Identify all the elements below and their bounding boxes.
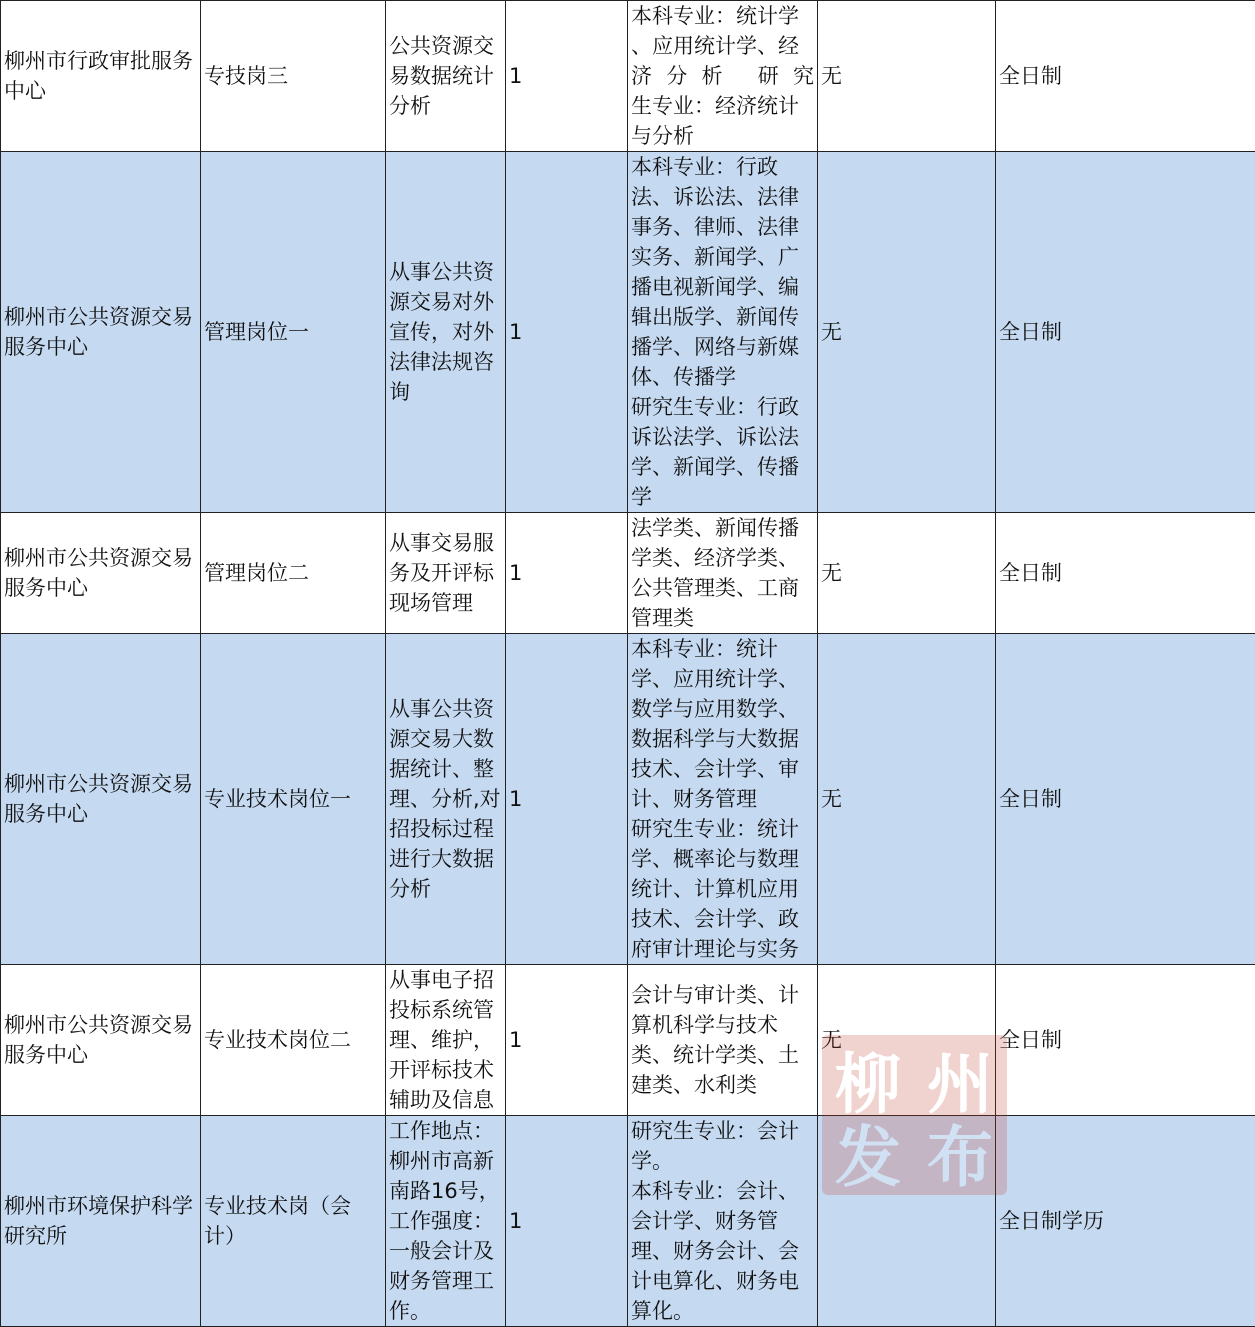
other-cell: 无: [818, 634, 996, 965]
duty-cell: 从事公共资源交易大数据统计、整理、分析,对招投标过程进行大数据分析: [386, 634, 506, 965]
other-cell: 无: [818, 152, 996, 513]
duty-cell: 从事电子招投标系统管理、维护，开评标技术辅助及信息: [386, 965, 506, 1116]
study-cell: 全日制学历: [996, 1116, 1255, 1327]
study-cell: 全日制: [996, 1, 1255, 152]
table-row: [1, 152, 1255, 513]
svg-text:柳: 柳: [835, 1045, 901, 1123]
major-cell: 本科专业：统计学、应用统计学、数学与应用数学、数据科学与大数据技术、会计学、审计、财务管理 研究生专业：统计学、概率论与数理统计、计算机应用技术、会计学、政府审计理论与实务: [628, 634, 818, 965]
svg-text:布: 布: [927, 1118, 993, 1195]
table-row: [1, 634, 1255, 965]
study-cell: 全日制: [996, 634, 1255, 965]
count-cell: 1: [506, 1116, 628, 1327]
study-cell: 全日制: [996, 965, 1255, 1116]
svg-text:州: 州: [927, 1045, 993, 1123]
table-row: [1, 1, 1255, 152]
post-cell: 专业技术岗位一: [201, 634, 386, 965]
post-cell: 管理岗位二: [201, 513, 386, 634]
other-cell: 无: [818, 965, 996, 1116]
svg-text:发: 发: [835, 1118, 901, 1195]
other-cell: [818, 1116, 996, 1327]
duty-cell: 公共资源交易数据统计分析: [386, 1, 506, 152]
other-cell: 无: [818, 1, 996, 152]
unit-cell: 柳州市公共资源交易服务中心: [1, 152, 201, 513]
table-row: [1, 1116, 1255, 1327]
post-cell: 专业技术岗位二: [201, 965, 386, 1116]
unit-cell: 柳州市环境保护科学研究所: [1, 1116, 201, 1327]
table-row: [1, 513, 1255, 634]
other-cell: 无: [818, 513, 996, 634]
study-cell: 全日制: [996, 152, 1255, 513]
unit-cell: 柳州市公共资源交易服务中心: [1, 634, 201, 965]
study-cell: 全日制: [996, 513, 1255, 634]
duty-cell: 从事公共资源交易对外宣传，对外法律法规咨询: [386, 152, 506, 513]
count-cell: 1: [506, 513, 628, 634]
duty-cell: 从事交易服务及开评标现场管理: [386, 513, 506, 634]
count-cell: 1: [506, 634, 628, 965]
major-cell: 本科专业：行政法、诉讼法、法律事务、律师、法律实务、新闻学、广播电视新闻学、编辑出版学、新闻传播学、网络与新媒体、传播学 研究生专业：行政诉讼法学、诉讼法学、新闻学、传播学: [628, 152, 818, 513]
major-cell: 会计与审计类、计算机科学与技术类、统计学类、土建类、水利类: [628, 965, 818, 1116]
post-cell: 专技岗三: [201, 1, 386, 152]
major-cell: 本科专业：统计学 、应用统计学、经 济分析 研究 生专业：经济统计 与分析: [628, 1, 818, 152]
major-cell: 研究生专业：会计学。 本科专业：会计、会计学、财务管理、财务会计、会计电算化、财务电算化。: [628, 1116, 818, 1327]
post-cell: 管理岗位一: [201, 152, 386, 513]
major-cell: 法学类、新闻传播学类、经济学类、公共管理类、工商管理类: [628, 513, 818, 634]
unit-cell: 柳州市公共资源交易服务中心: [1, 513, 201, 634]
count-cell: 1: [506, 152, 628, 513]
unit-cell: 柳州市行政审批服务中心: [1, 1, 201, 152]
count-cell: 1: [506, 1, 628, 152]
post-cell: 专业技术岗（会计）: [201, 1116, 386, 1327]
count-cell: 1: [506, 965, 628, 1116]
table-row: [1, 965, 1255, 1116]
duty-cell: 工作地点：柳州市高新南路16号，工作强度：一般会计及财务管理工作。: [386, 1116, 506, 1327]
unit-cell: 柳州市公共资源交易服务中心: [1, 965, 201, 1116]
